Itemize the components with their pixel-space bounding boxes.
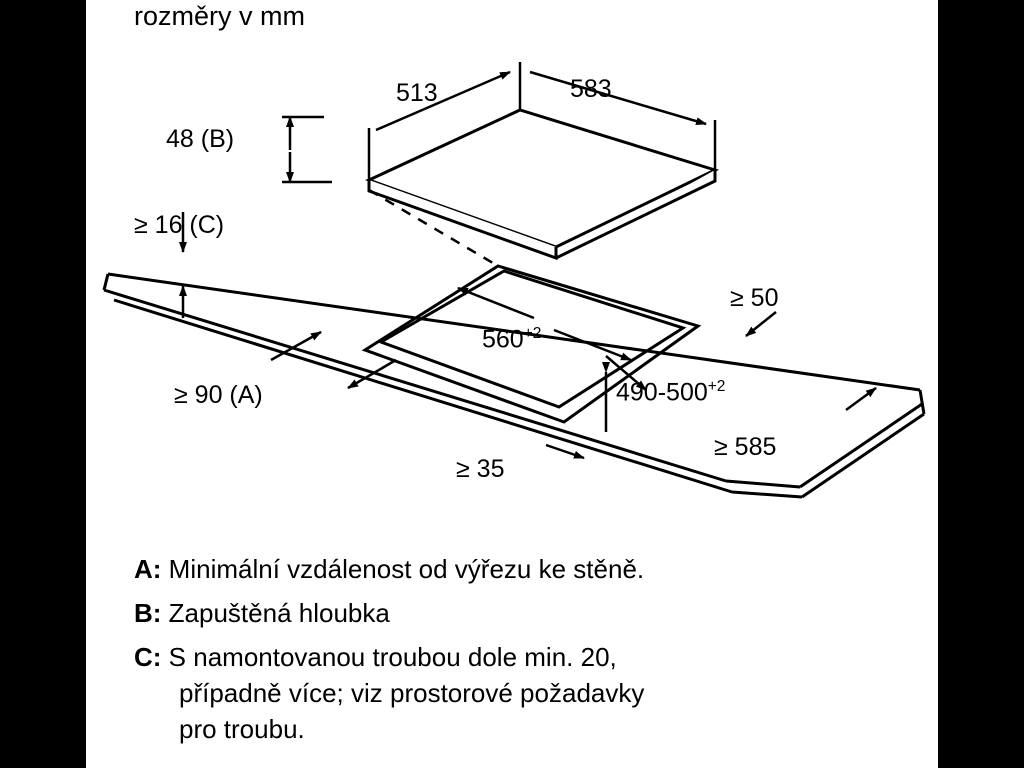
dim-label-560-tol: +2 <box>523 325 542 342</box>
legend-key-b: B: <box>134 598 162 628</box>
dim-label-35: ≥ 35 <box>456 455 505 483</box>
legend-line-a <box>134 552 644 586</box>
dim-label-560-value: 560 <box>482 325 524 354</box>
legend-text-b: Zapuštěná hloubka <box>168 598 390 628</box>
dim-label-50: ≥ 50 <box>730 284 779 312</box>
dim-label-490-500-value: 490-500 <box>616 378 708 407</box>
dim-label-560 <box>482 325 541 354</box>
hob-plate <box>369 110 715 258</box>
dim-label-48-b-text: 48 (B) <box>166 125 235 153</box>
dim-label-90-a: ≥ 90 (A) <box>174 381 263 409</box>
dim-label-513: 513 <box>396 79 438 107</box>
dim-label-583: 583 <box>570 75 612 103</box>
dim-label-585: ≥ 585 <box>714 433 777 461</box>
diagram-canvas <box>86 0 938 768</box>
legend-line-c <box>134 640 617 674</box>
legend-line-b <box>134 596 390 630</box>
legend-text-c: S namontovanou troubou dole min. 20, <box>168 642 617 672</box>
dim-label-16-c: ≥ 16 (C) <box>134 211 225 239</box>
legend-key-a: A: <box>134 554 162 584</box>
dim-label-490-500-tol: +2 <box>707 378 726 395</box>
units-note: rozměry v mm <box>134 1 305 31</box>
legend-key-c: C: <box>134 642 162 672</box>
legend-text-a: Minimální vzdálenost od výřezu ke stěně. <box>168 554 645 584</box>
legend-line-c3: pro troubu. <box>179 714 305 744</box>
dim-arrow-583 <box>530 72 706 124</box>
dim-label-48-b <box>166 126 234 154</box>
dim-label-490-500 <box>616 378 725 407</box>
legend-line-c2: případně více; viz prostorové požadavky <box>179 678 645 708</box>
